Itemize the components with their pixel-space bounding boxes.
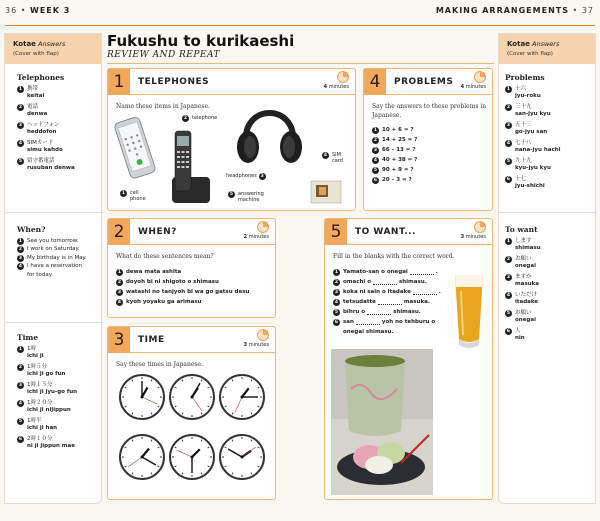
answer-romaji: masuka	[515, 281, 540, 287]
blank-line[interactable]	[373, 280, 397, 285]
answer-romaji: nin	[515, 335, 525, 341]
answer-japanese: 七十八	[515, 139, 532, 146]
number-bullet: 3	[18, 122, 23, 128]
answer-japanese: 携帯	[27, 85, 39, 92]
number-bullet: 5	[373, 167, 378, 173]
answer-text	[515, 256, 536, 271]
fill-blank-text: masuka.	[403, 299, 430, 305]
fill-blank-text: Yamato-san o onegai	[343, 269, 408, 275]
right-running-head: MAKING ARRANGEMENTS • 37	[435, 6, 594, 15]
left-time-answers: Time 1 1時 ichi ji 2 1時５分 ichi ji go fun 3 1時１５分 ichi ji jyu-go fun 4 1時２０分 ichi ji nijippun 5 1時半 ichi ji han 6 2時１０分 ni ji jippun mae	[17, 334, 101, 454]
fill-blank-continuation	[333, 327, 453, 337]
clock-face	[118, 373, 166, 421]
answer-romaji: jyu-roku	[515, 93, 541, 99]
answer-romaji: ichi ji han	[27, 425, 58, 431]
number-bullet: 2	[373, 137, 378, 143]
number-bullet: 1	[18, 86, 23, 92]
left-when-answers: When? 1 See you tomorrow. 2 I work on Saturday. 3 My birthday is in May. 4 I have a reservation for today.	[17, 226, 101, 280]
timer-icon: 2 minutes	[244, 221, 269, 240]
answer-item	[17, 382, 101, 397]
answer-item	[505, 122, 595, 137]
question-item	[372, 165, 417, 175]
number-bullet: 5	[18, 158, 23, 164]
fill-blank-text: yoh no tehburu o	[381, 319, 436, 325]
label-headphones: headphones 3	[226, 173, 264, 179]
answer-item	[17, 246, 101, 254]
question-text: dewa mata ashita	[126, 269, 182, 275]
fill-blank-item	[333, 287, 453, 297]
number-bullet: 1	[18, 238, 23, 244]
answer-text	[515, 328, 525, 343]
answer-japanese: 1時半	[27, 417, 42, 424]
answer-item	[17, 255, 101, 263]
answer-text	[515, 176, 545, 191]
answer-item	[505, 328, 595, 343]
answer-item	[505, 310, 595, 325]
timer-icon: 4 minutes	[461, 71, 486, 90]
answer-romaji: ichi ji nijippun	[27, 407, 71, 413]
answer-text	[27, 436, 75, 451]
answer-japanese: 2時１０分	[27, 435, 53, 442]
card-problems: 4 PROBLEMS 4 minutes Say the answers to these problems in Japanese. 1 10 + 6 = ? 2 14 + 25 = ? 3 66 – 13 = ? 4 40 + 38 = ? 5 90 + 9 = ? 6 20 – 3 = ?	[363, 68, 493, 211]
answer-item	[505, 104, 595, 119]
question-text: doyoh bi ni shigoto o shimasu	[126, 279, 219, 285]
number-bullet: 1	[506, 86, 511, 92]
number-bullet: 1	[18, 346, 23, 352]
fill-blank-text: shimasu.	[393, 309, 421, 315]
answer-item	[17, 122, 101, 137]
question-item	[372, 135, 417, 145]
question-item	[372, 155, 417, 165]
answer-romaji: itadake	[515, 299, 539, 305]
answer-romaji: shimasu	[515, 245, 541, 251]
answer-romaji: san-jyu kyu	[515, 111, 551, 117]
answer-romaji: ni ji jippun mae	[27, 443, 75, 449]
left-telephones-answers: Telephones 1 携帯 keitai 2 電話 denwa 3 ヘッドフォン heddofon 4 SIMカード simu kahdo 5 留守番電話 rusuban denwa	[17, 74, 101, 176]
answer-text	[515, 310, 536, 325]
answer-japanese: 人	[515, 327, 521, 334]
number-bullet: 3	[18, 382, 23, 388]
answer-item	[17, 436, 101, 451]
number-bullet: 4	[18, 264, 23, 269]
question-text: 10 + 6 = ?	[382, 127, 414, 133]
question-text: 66 – 13 = ?	[382, 147, 416, 153]
when-list	[116, 267, 249, 307]
number-bullet: 4	[373, 157, 378, 163]
header-rule	[5, 25, 595, 26]
number-bullet: 1	[334, 269, 339, 275]
fill-blank-item	[333, 317, 453, 327]
answer-text	[515, 158, 551, 173]
clock-face	[218, 433, 266, 481]
question-item	[372, 145, 417, 155]
answer-romaji: onegai	[515, 317, 536, 323]
fill-blank-text: onegai shimasu.	[343, 329, 394, 335]
answer-japanese: いただけ	[515, 291, 538, 298]
fill-blank-item	[333, 267, 453, 277]
answer-text	[27, 140, 63, 155]
answer-text	[27, 382, 77, 397]
answer-japanese: 1時	[27, 345, 36, 352]
answer-text	[27, 346, 44, 361]
answer-text	[27, 86, 44, 101]
label-sim-card: 4 SIM card	[323, 152, 343, 164]
number-bullet: 6	[18, 436, 23, 442]
answer-romaji: kyu-jyu kyu	[515, 165, 551, 171]
answer-japanese: 電話	[27, 103, 39, 110]
fill-blank-text: .	[435, 269, 438, 275]
number-bullet: 2	[506, 104, 511, 110]
answer-japanese: 九十九	[515, 157, 532, 164]
answer-text	[515, 292, 538, 307]
answer-item	[17, 158, 101, 173]
answer-romaji: denwa	[27, 111, 48, 117]
answer-japanese: お願い	[515, 255, 532, 262]
answer-item	[505, 86, 595, 101]
answer-text: My birthday is in May.	[27, 254, 87, 261]
answer-japanese: SIMカード	[27, 139, 54, 146]
number-bullet: 3	[117, 289, 122, 295]
answer-text	[515, 122, 547, 137]
label-answering-machine: 5 answering machine	[229, 191, 264, 203]
fill-blank-item	[333, 307, 453, 317]
number-bullet: 4	[18, 140, 23, 146]
number-bullet: 4	[18, 400, 23, 406]
answer-text	[515, 140, 561, 155]
right-towant-answers: To want 1 します shimasu 2 お願い onegai 3 ますか masuka 4 いただけ itadake 5 お願い onegai 6 人 nin	[505, 226, 595, 346]
answer-item	[505, 158, 595, 173]
label-telephone: 2 telephone	[183, 115, 218, 121]
answer-item	[17, 104, 101, 119]
card-when: 2 WHEN? 2 minutes What do these sentences mean? 1 dewa mata ashita 2 doyoh bi ni shigoto o shimasu 3 watashi no tanjyoh bi wa go gatsu desu 4 kyoh yoyaku ga arimasu	[107, 218, 276, 318]
tea-and-mochi-image	[331, 349, 433, 495]
answer-romaji: heddofon	[27, 129, 57, 135]
answer-japanese: ヘッドフォン	[27, 121, 60, 128]
question-item	[116, 277, 249, 287]
number-bullet: 1	[117, 269, 122, 275]
answer-text: for today.	[27, 271, 53, 278]
answer-text	[27, 104, 47, 119]
blank-line[interactable]	[356, 320, 380, 325]
question-text: kyoh yoyaku ga arimasu	[126, 299, 202, 305]
answer-item	[505, 238, 595, 253]
answer-romaji: go-jyu san	[515, 129, 548, 135]
blank-line[interactable]	[413, 290, 437, 295]
blank-line[interactable]	[410, 270, 434, 275]
answer-text: See you tomorrow.	[27, 237, 79, 244]
page-subtitle: REVIEW AND REPEAT	[107, 50, 221, 60]
answer-japanese: 1時５分	[27, 363, 47, 370]
answer-text	[515, 104, 551, 119]
cell-phone-image	[112, 113, 156, 183]
clock-face	[218, 373, 266, 421]
answer-item	[17, 238, 101, 246]
number-bullet: 2	[117, 279, 122, 285]
answer-japanese: お願い	[515, 309, 532, 316]
number-bullet: 1	[506, 238, 511, 244]
answer-item	[505, 292, 595, 307]
answer-japanese: します	[515, 237, 532, 244]
answer-japanese: 三十九	[515, 103, 532, 110]
answer-romaji: nana-jyu hachi	[515, 147, 561, 153]
number-bullet: 2	[18, 364, 23, 370]
answer-text	[27, 400, 71, 415]
fill-blank-text: bihru o	[343, 309, 366, 315]
fill-blank-text: .	[438, 289, 441, 295]
answer-romaji: rusuban denwa	[27, 165, 75, 171]
answer-text	[27, 158, 75, 173]
question-item	[372, 125, 417, 135]
answer-item	[17, 418, 101, 433]
answer-romaji: onegai	[515, 263, 536, 269]
page-title: Fukushu to kurikaeshi	[107, 32, 295, 50]
question-item	[116, 297, 249, 307]
number-bullet: 3	[373, 147, 378, 153]
number-bullet: 5	[334, 309, 339, 315]
fill-blank-item	[333, 297, 453, 307]
number-bullet: 6	[334, 319, 339, 325]
left-flap-header: Kotae Answers (Cover with flap)	[5, 34, 101, 64]
number-bullet: 4	[506, 292, 511, 298]
number-bullet: 2	[506, 256, 511, 262]
fill-blank-text: omachi o	[343, 279, 371, 285]
number-bullet: 2	[18, 104, 23, 110]
answer-japanese: ますか	[515, 273, 532, 280]
answer-japanese: 十六	[515, 85, 527, 92]
fill-blank-item	[333, 277, 453, 287]
answer-item	[17, 272, 101, 280]
timer-icon: 3 minutes	[461, 221, 486, 240]
answer-text: I have a reservation	[27, 263, 82, 269]
answer-romaji: ichi ji	[27, 353, 44, 359]
fill-blank-text: tetsudatte	[343, 299, 376, 305]
card-title: TELEPHONES	[138, 77, 210, 87]
fill-blank-text: koka ni sain o itadake	[343, 289, 411, 295]
answer-item	[505, 274, 595, 289]
blank-line[interactable]	[367, 310, 391, 315]
fill-blank-text: shimasu.	[398, 279, 427, 285]
question-text: 14 + 25 = ?	[382, 137, 418, 143]
answer-japanese: 留守番電話	[27, 157, 55, 164]
answer-romaji: jyu-shichi	[515, 183, 545, 189]
left-running-head: 36 • WEEK 3	[5, 6, 71, 15]
clock-face	[118, 433, 166, 481]
answer-romaji: keitai	[27, 93, 45, 99]
answer-japanese: 五十三	[515, 121, 532, 128]
card-time: 3 TIME 3 minutes Say these times in Japanese.	[107, 326, 276, 500]
beer-glass-image	[449, 267, 489, 353]
card-telephones: 1 TELEPHONES 4 minutes Name these items in Japanese. 1 cell phone 2 telephone headphones 3 4 SIM card 5 answering machine	[107, 68, 356, 211]
number-bullet: 3	[506, 122, 511, 128]
question-item	[116, 287, 249, 297]
number-bullet: 2	[18, 247, 23, 252]
answer-japanese: 1時２０分	[27, 399, 53, 406]
answer-text	[27, 418, 57, 433]
left-answer-flap	[4, 33, 102, 504]
answer-item	[17, 86, 101, 101]
problem-list	[372, 125, 417, 185]
number-bullet: 3	[18, 255, 23, 261]
timer-icon: 4 minutes	[324, 71, 349, 90]
number-bullet: 5	[18, 418, 23, 424]
number-bullet: 2	[334, 279, 339, 285]
card-to-want: 5 TO WANT... 3 minutes Fill in the blanks with the correct word. 1 Yamato-san o onegai . 2 omachi o shimasu. 3 koka ni sain o itadake . 4 tetsudatte masuka. 5 bihru o shimasu. 6 san yoh no tehburu o onegai shimasu.	[324, 218, 493, 500]
answer-item	[17, 400, 101, 415]
right-problems-answers: Problems 1 十六 jyu-roku 2 三十九 san-jyu kyu 3 五十三 go-jyu san 4 七十八 nana-jyu hachi 5 九十九 kyu-jyu kyu 6 十七 jyu-shichi	[505, 74, 595, 194]
answer-item	[17, 364, 101, 379]
answer-text	[515, 238, 541, 253]
right-flap-header: Kotae Answers (Cover with flap)	[499, 34, 595, 64]
number-bullet: 3	[334, 289, 339, 295]
answer-text: I work on Saturday.	[27, 246, 80, 252]
answer-item	[17, 263, 101, 271]
number-bullet: 1	[373, 127, 378, 133]
answer-text	[515, 274, 539, 289]
number-bullet: 6	[373, 177, 378, 183]
answer-item	[505, 176, 595, 191]
sim-card-image	[308, 179, 344, 205]
label-cell-phone: 1 cell phone	[121, 190, 146, 202]
to-want-list	[333, 267, 453, 337]
answer-item	[505, 140, 595, 155]
blank-line[interactable]	[378, 300, 402, 305]
answer-item	[17, 346, 101, 361]
fill-blank-text: san	[343, 319, 354, 325]
question-item	[116, 267, 249, 277]
timer-icon: 3 minutes	[244, 329, 269, 348]
number-bullet: 4	[506, 140, 511, 146]
answer-text	[515, 86, 541, 101]
answer-japanese: 1時１５分	[27, 381, 53, 388]
clock-face	[168, 433, 216, 481]
number-bullet: 3	[506, 274, 511, 280]
number-bullet: 6	[506, 176, 511, 182]
right-answer-flap	[498, 33, 596, 504]
answer-text	[27, 364, 65, 379]
number-bullet: 5	[506, 158, 511, 164]
question-item	[372, 175, 417, 185]
card-number: 1	[108, 69, 130, 95]
answer-text	[27, 122, 60, 137]
answer-romaji: simu kahdo	[27, 147, 63, 153]
answer-japanese: 十七	[515, 175, 527, 182]
number-bullet: 4	[117, 299, 122, 305]
telephone-image	[166, 127, 216, 215]
question-text: 90 + 9 = ?	[382, 167, 414, 173]
number-bullet: 4	[334, 299, 339, 305]
answer-item	[17, 140, 101, 155]
headphones-image	[232, 83, 307, 175]
clock-face	[168, 373, 216, 421]
number-bullet: 6	[506, 328, 511, 334]
question-text: 40 + 38 = ?	[382, 157, 418, 163]
answer-romaji: ichi ji go fun	[27, 371, 66, 377]
number-bullet: 5	[506, 310, 511, 316]
answer-item	[505, 256, 595, 271]
question-text: watashi no tanjyoh bi wa go gatsu desu	[126, 289, 250, 295]
question-text: 20 – 3 = ?	[382, 177, 412, 183]
answer-romaji: ichi ji jyu-go fun	[27, 389, 78, 395]
